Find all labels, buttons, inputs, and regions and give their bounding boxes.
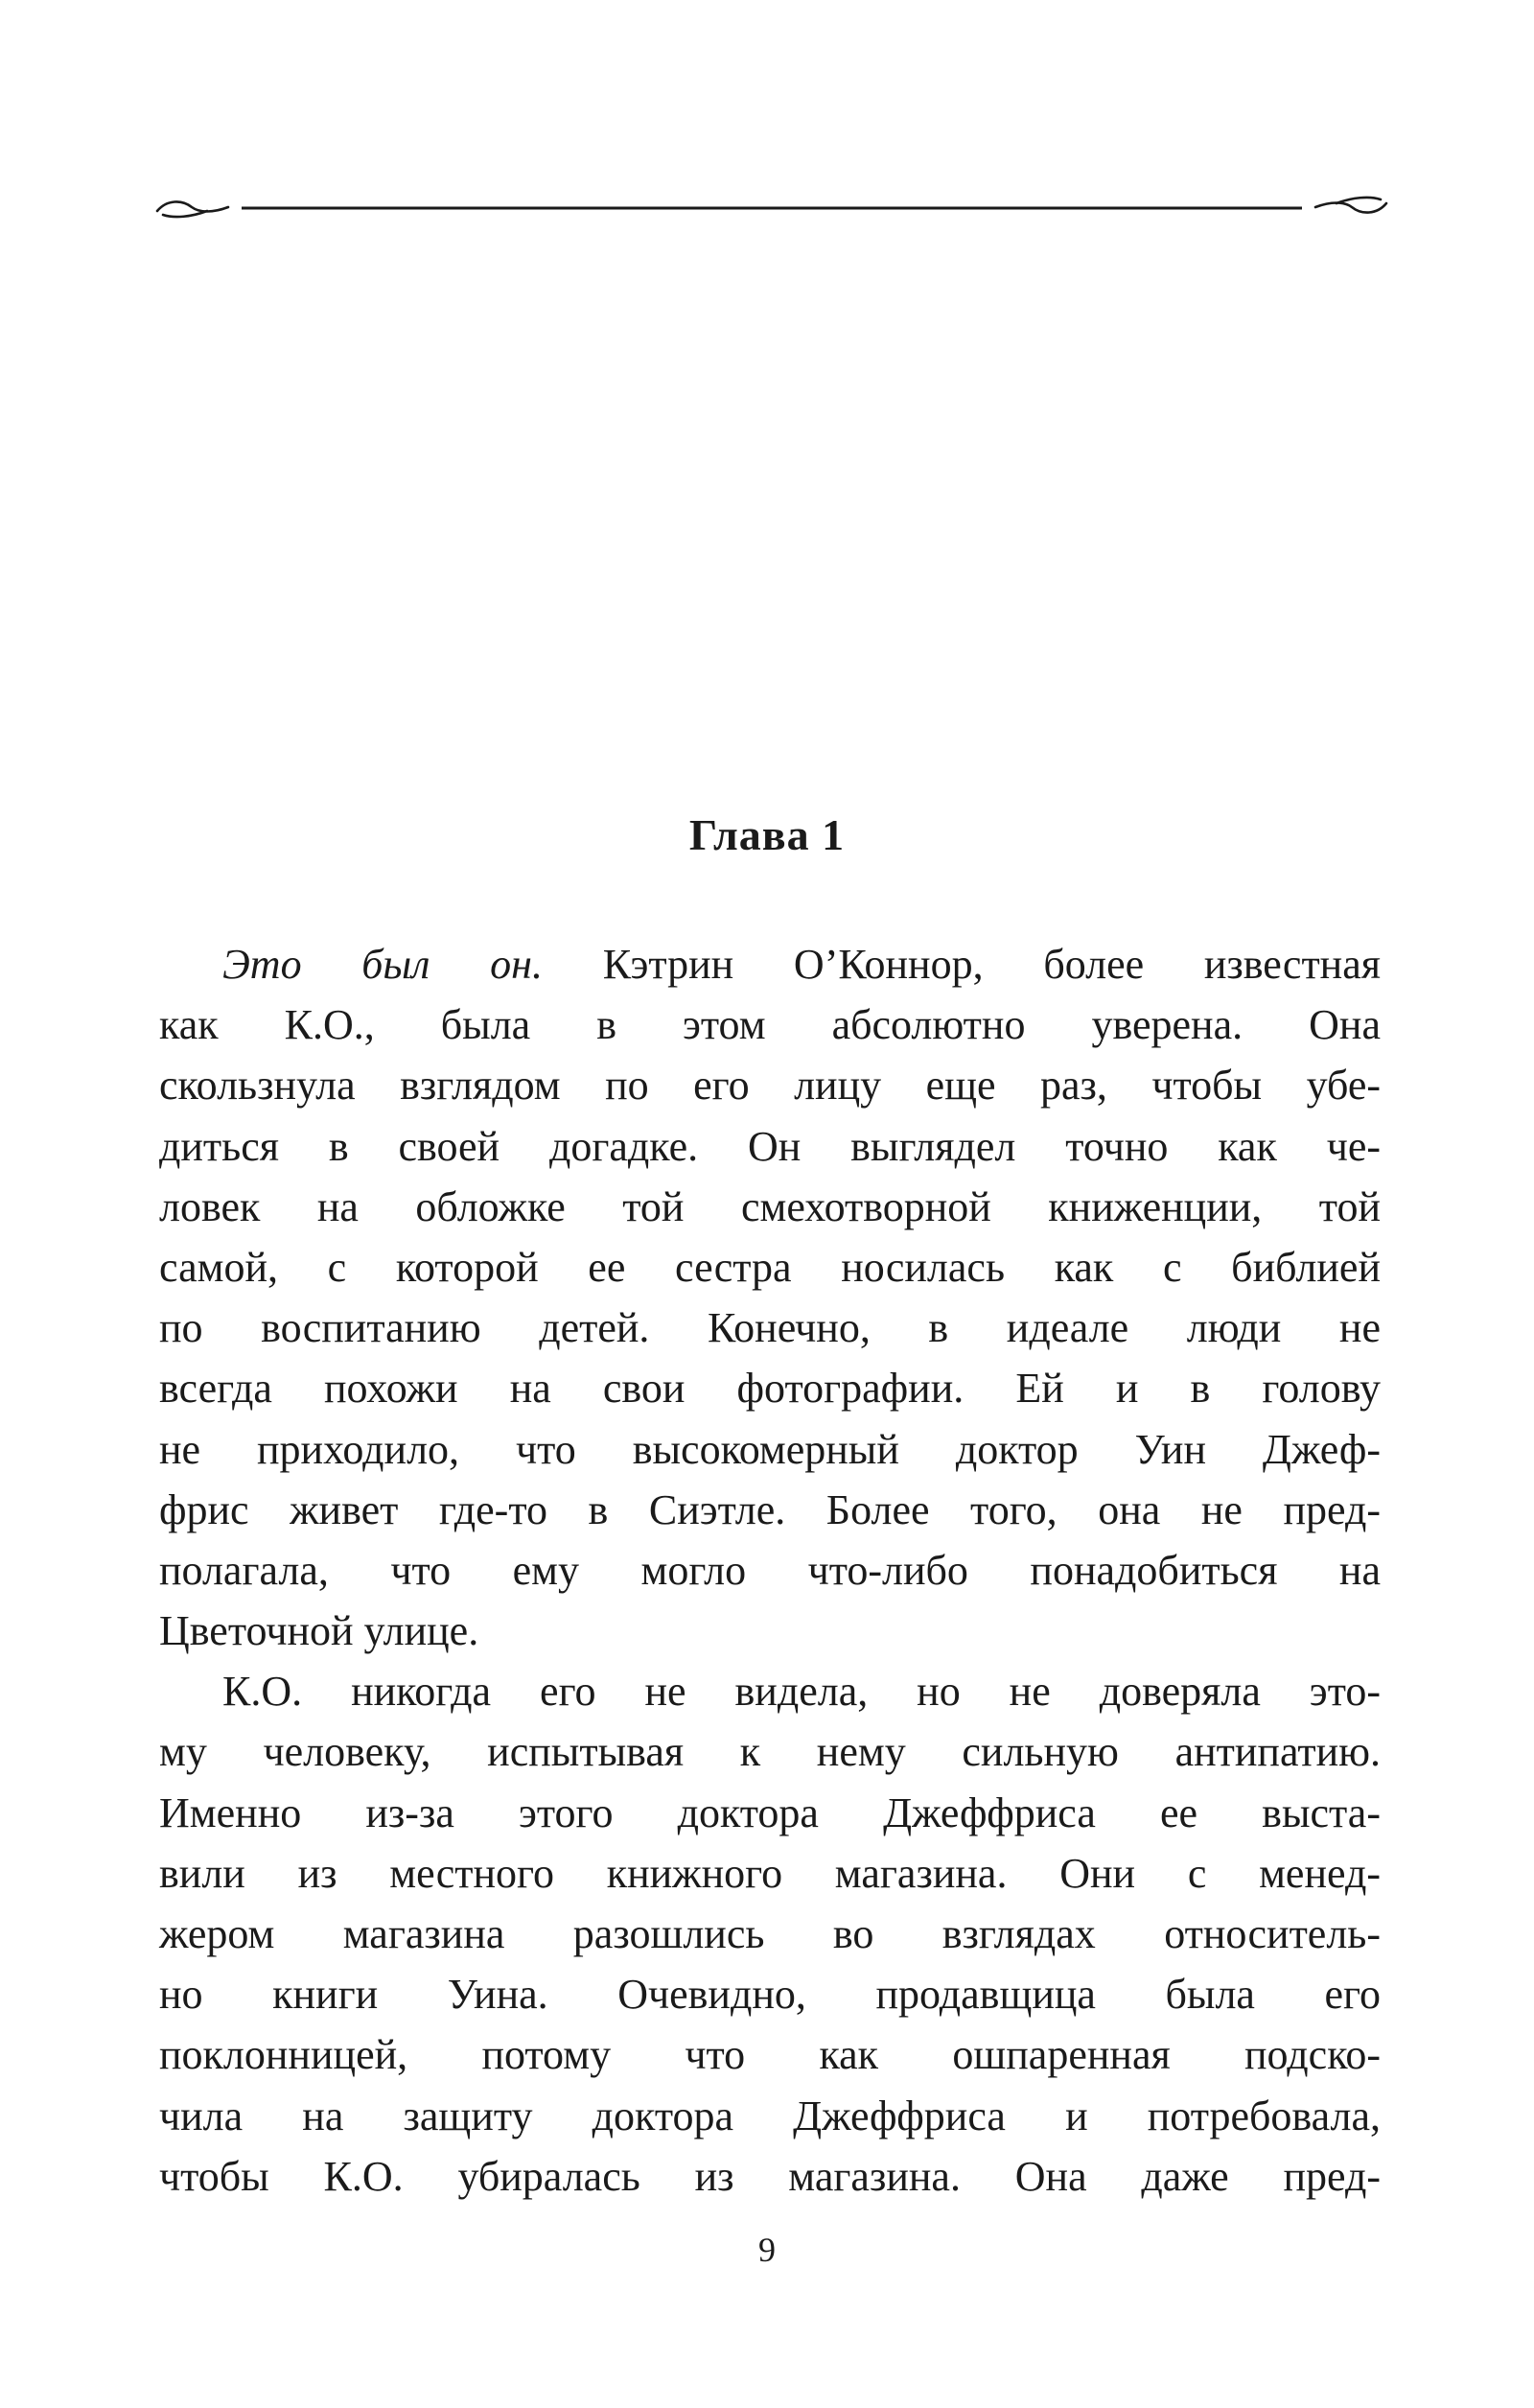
page-number: 9 — [758, 2231, 776, 2269]
text-line: чила на защиту доктора Джеффриса и потребовала, — [159, 2092, 1381, 2139]
ornament-left-flourish — [157, 201, 228, 217]
text-line: Именно из-за этого доктора Джеффриса ее выста- — [159, 1788, 1381, 1836]
text-line: как К.О., была в этом абсолютно уверена. Она — [159, 1001, 1381, 1049]
line-text: Кэтрин О’Коннор, более известная — [542, 941, 1381, 988]
chapter-title: Глава 1 — [688, 810, 846, 859]
text-line: фрис живет где-то в Сиэтле. Более того, она не пред- — [159, 1485, 1381, 1533]
text-line: му человеку, испытывая к нему сильную антипатию. — [159, 1728, 1381, 1776]
text-line: К.О. никогда его не видела, но не доверяла это- — [222, 1668, 1381, 1716]
text-line: жером магазина разошлись во взглядах относитель- — [159, 1910, 1381, 1957]
text-line: поклонницей, потому что как ошпаренная подско- — [159, 2031, 1381, 2079]
text-line: скользнула взглядом по его лицу еще раз, чтобы убе- — [159, 1062, 1381, 1110]
text-line: ловек на обложке той смехотворной книженции, той — [159, 1182, 1381, 1230]
text-line: но книги Уина. Очевидно, продавщица была его — [159, 1971, 1381, 2019]
text-line: чтобы К.О. убиралась из магазина. Она даже пред- — [159, 2152, 1381, 2200]
paragraph-1 — [159, 934, 1381, 1661]
text-line: самой, с которой ее сестра носилась как с библией — [159, 1243, 1381, 1291]
text-line: по воспитанию детей. Конечно, в идеале люди не — [159, 1304, 1381, 1352]
emphasis-text: Это был он. — [222, 941, 543, 988]
paragraph-2 — [159, 1661, 1381, 2207]
ornament-right-flourish — [1315, 198, 1386, 213]
text-line: Цветочной улице. — [159, 1607, 479, 1655]
header-ornament — [153, 188, 1390, 226]
text-line: всегда похожи на свои фотографии. Ей и в голову — [159, 1365, 1381, 1413]
text-line: вили из местного книжного магазина. Они с менед- — [159, 1849, 1381, 1897]
text-line: не приходило, что высокомерный доктор Уин Джеф- — [159, 1425, 1381, 1473]
text-line: полагала, что ему могло что-либо понадобиться на — [159, 1546, 1381, 1594]
text-line — [159, 934, 1381, 994]
chapter-body — [159, 934, 1381, 2207]
text-line: диться в своей догадке. Он выглядел точно как че- — [159, 1122, 1381, 1170]
